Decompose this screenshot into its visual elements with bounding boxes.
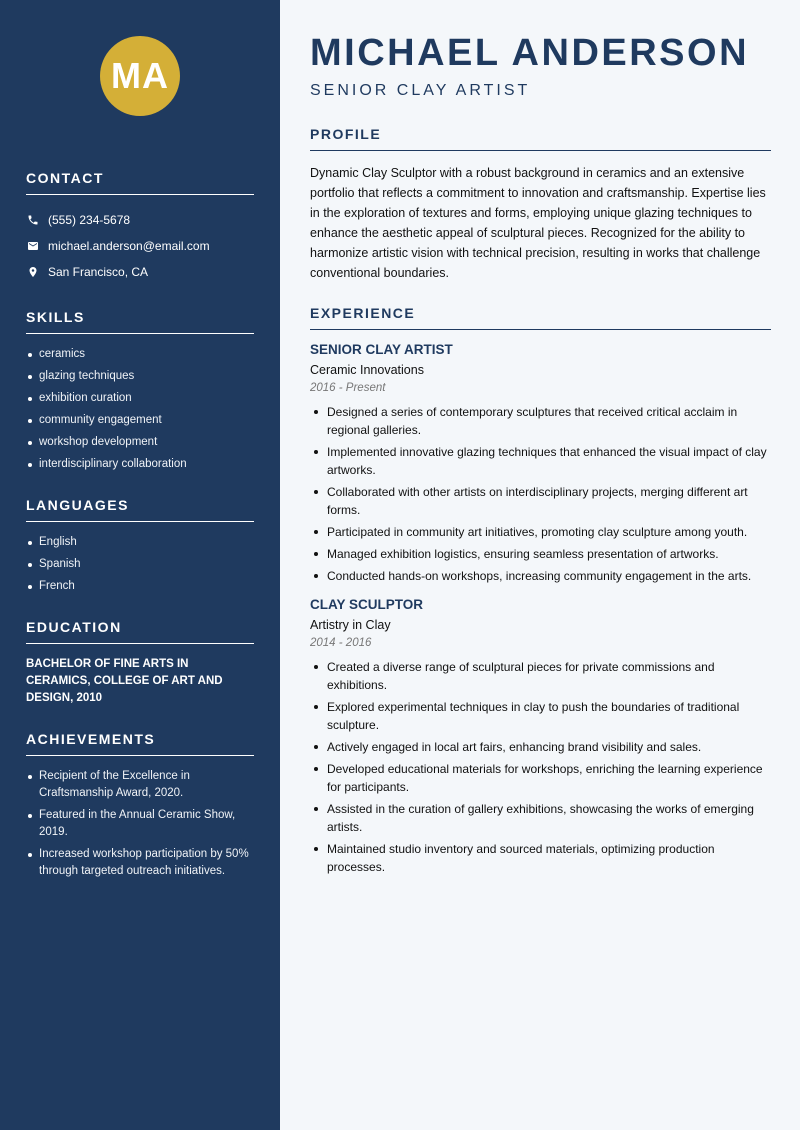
contact-heading: CONTACT	[26, 170, 254, 195]
education-section	[26, 619, 254, 707]
job-bullet: Managed exhibition logistics, ensuring seamless presentation of artworks.	[310, 545, 771, 563]
avatar-initials: MA	[111, 55, 169, 96]
contact-phone	[26, 207, 254, 233]
language-item: Spanish	[26, 556, 254, 573]
job-bullet: Conducted hands-on workshops, increasing community engagement in the arts.	[310, 567, 771, 585]
contact-location	[26, 259, 254, 285]
job-dates: 2016 - Present	[310, 382, 386, 394]
job-bullet: Maintained studio inventory and sourced materials, optimizing production processes.	[310, 840, 771, 876]
education-heading: EDUCATION	[26, 619, 254, 644]
experience-heading: EXPERIENCE	[310, 305, 771, 330]
achievement-item: Increased workshop participation by 50% through targeted outreach initiatives.	[26, 846, 254, 880]
achievements-heading: ACHIEVEMENTS	[26, 731, 254, 756]
job-entry	[310, 597, 771, 876]
profile-heading: PROFILE	[310, 126, 771, 151]
job-company: Artistry in Clay	[310, 618, 391, 632]
location-text: San Francisco, CA	[48, 265, 149, 279]
skills-list	[26, 346, 254, 473]
skill-item: ceramics	[26, 346, 254, 363]
job-title: CLAY SCULPTOR	[310, 597, 424, 612]
job-bullet: Assisted in the curation of gallery exhibitions, showcasing the works of emerging artists.	[310, 800, 771, 836]
job-bullet: Designed a series of contemporary sculptures that received critical acclaim in regional galleries.	[310, 403, 771, 439]
profile-section	[310, 126, 771, 283]
skill-item: workshop development	[26, 434, 254, 451]
skill-item: community engagement	[26, 412, 254, 429]
email-text: michael.anderson@email.com	[48, 239, 210, 253]
profile-text: Dynamic Clay Sculptor with a robust background in ceramics and an extensive portfolio that reflects a commitment to innovation and craftsmanship. Expertise lies in the exploration of textures and forms, employing unique glazing techniques to enhance the aesthetic appeal of sculptural pieces. Recognized for the ability to harmonize artistic vision with technical precision, resulting in works that challenge conventional boundaries.	[310, 166, 766, 280]
languages-list	[26, 534, 254, 595]
achievement-item: Recipient of the Excellence in Craftsmanship Award, 2020.	[26, 768, 254, 802]
skill-item: exhibition curation	[26, 390, 254, 407]
job-title: SENIOR CLAY ARTIST	[310, 342, 453, 357]
skill-item: interdisciplinary collaboration	[26, 456, 254, 473]
main-content	[280, 0, 800, 1130]
job-bullets	[310, 403, 771, 585]
job-bullet: Developed educational materials for workshops, enriching the learning experience for participants.	[310, 760, 771, 796]
contact-email	[26, 233, 254, 259]
job-bullet: Implemented innovative glazing techniques that enhanced the visual impact of clay artworks.	[310, 443, 771, 479]
job-entry	[310, 342, 771, 585]
contact-section	[26, 170, 254, 285]
job-bullets	[310, 658, 771, 876]
location-pin-icon	[26, 265, 40, 279]
skill-item: glazing techniques	[26, 368, 254, 385]
candidate-title: SENIOR CLAY ARTIST	[310, 82, 531, 99]
job-dates: 2014 - 2016	[310, 637, 372, 649]
skills-section	[26, 309, 254, 473]
education-entry: BACHELOR OF FINE ARTS IN CERAMICS, COLLEGE OF ART AND DESIGN, 2010	[26, 658, 223, 704]
language-item: English	[26, 534, 254, 551]
achievements-section	[26, 731, 254, 880]
job-company: Ceramic Innovations	[310, 363, 424, 377]
candidate-name: MICHAEL ANDERSON	[310, 32, 750, 74]
job-bullet: Collaborated with other artists on interdisciplinary projects, merging different art forms.	[310, 483, 771, 519]
skills-heading: SKILLS	[26, 309, 254, 334]
language-item: French	[26, 578, 254, 595]
avatar	[100, 36, 180, 116]
achievements-list	[26, 768, 254, 880]
job-bullet: Explored experimental techniques in clay to push the boundaries of traditional sculpture.	[310, 698, 771, 734]
job-bullet: Created a diverse range of sculptural pieces for private commissions and exhibitions.	[310, 658, 771, 694]
job-bullet: Participated in community art initiatives, promoting clay sculpture among youth.	[310, 523, 771, 541]
job-bullet: Actively engaged in local art fairs, enhancing brand visibility and sales.	[310, 738, 771, 756]
achievement-item: Featured in the Annual Ceramic Show, 2019.	[26, 807, 254, 841]
sidebar	[0, 0, 280, 1130]
experience-section	[310, 305, 771, 876]
phone-icon	[26, 213, 40, 227]
languages-section	[26, 497, 254, 595]
languages-heading: LANGUAGES	[26, 497, 254, 522]
phone-text: (555) 234-5678	[48, 213, 131, 227]
email-icon	[26, 239, 40, 253]
